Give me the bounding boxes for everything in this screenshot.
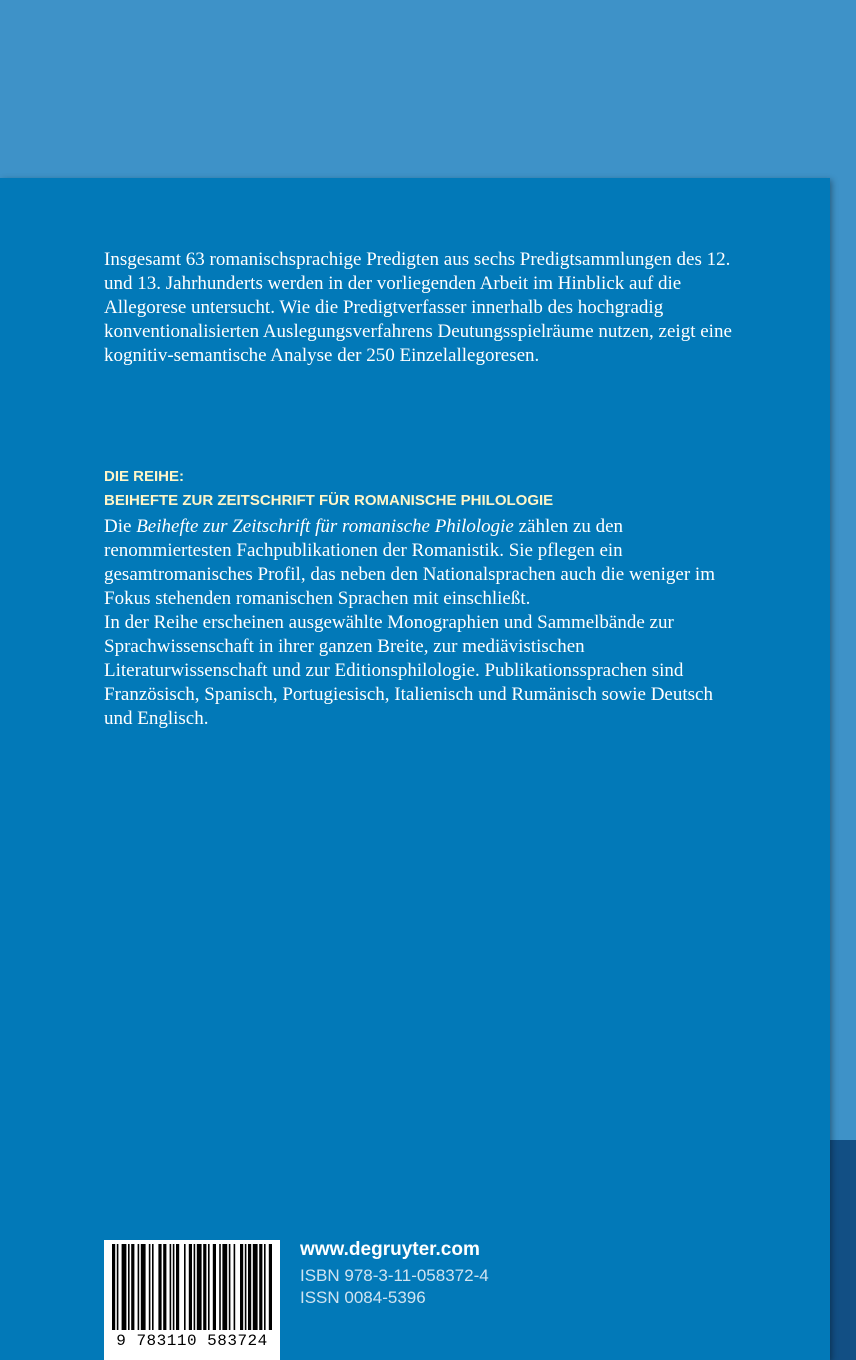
- barcode-bar: [163, 1244, 166, 1330]
- barcode-bar: [138, 1244, 140, 1330]
- barcode-bar: [269, 1244, 272, 1330]
- barcode-bar: [253, 1244, 258, 1330]
- barcode-bar: [184, 1244, 186, 1330]
- barcode-bar: [259, 1244, 262, 1330]
- book-blurb: Insgesamt 63 romanischsprachige Predigten aus sechs Predigtsammlungen des 12. und 13. Jahrhunderts werden in der vorliegenden Arbeit im Hinblick auf die Allegorese untersucht. Wie die Predigtverfasser innerhalb des hochgradig konventionalisierten Auslegungsverfahrens Deutungsspielräume nutzen, zeigt eine kognitiv-semantische Analyse der 250 Einzelallegoresen.: [104, 249, 732, 366]
- barcode-bar: [131, 1244, 134, 1330]
- barcode-bar: [264, 1244, 266, 1330]
- barcode-bar: [173, 1244, 175, 1330]
- barcode-bar: [234, 1244, 236, 1330]
- barcode-bar: [213, 1244, 216, 1330]
- barcode-bar: [149, 1244, 151, 1330]
- barcode-bar: [197, 1244, 202, 1330]
- barcode-bar: [245, 1244, 247, 1330]
- series-title-italic: Beihefte zur Zeitschrift für romanische Philologie: [136, 516, 514, 537]
- barcode-bar: [240, 1244, 243, 1330]
- publisher-url-link[interactable]: www.degruyter.com: [300, 1239, 480, 1260]
- barcode-bar: [117, 1244, 119, 1330]
- series-description: [104, 515, 744, 731]
- barcode: [104, 1240, 280, 1360]
- background-strip-dark: [830, 1140, 856, 1360]
- barcode-bar: [203, 1244, 206, 1330]
- series-intro-prefix: Die: [104, 516, 137, 537]
- barcode-bar: [208, 1244, 210, 1330]
- barcode-bar: [141, 1244, 146, 1330]
- barcode-bar: [112, 1244, 115, 1330]
- barcode-bar: [194, 1244, 196, 1330]
- barcode-bar: [122, 1244, 127, 1330]
- barcode-digits: 9 783110 583724: [116, 1332, 268, 1350]
- series-paragraph-2: In der Reihe erscheinen ausgewählte Monographien und Sammelbände zur Sprachwissenschaft in ihrer ganzen Breite, zur mediävistischen Literaturwissenschaft und zur Editionsphilologie. Publikationssprachen sind Französisch, Spanisch, Portugiesisch, Italienisch und Rumänisch sowie Deutsch und Englisch.: [104, 612, 713, 729]
- barcode-bar: [176, 1244, 179, 1330]
- barcode-bar: [152, 1244, 154, 1330]
- barcode-bar: [219, 1244, 221, 1330]
- barcode-bar: [170, 1244, 172, 1330]
- isbn-number: ISBN 978-3-11-058372-4: [300, 1266, 489, 1285]
- barcode-bar: [158, 1244, 161, 1330]
- issn-number: ISSN 0084-5396: [300, 1288, 426, 1307]
- barcode-bar: [248, 1244, 251, 1330]
- barcode-bar: [189, 1244, 192, 1330]
- barcode-bar: [229, 1244, 231, 1330]
- series-intro-rest: zählen zu den renommiertesten Fachpublikationen der Romanistik. Sie pflegen ein gesamtromanisches Profil, das neben den Nationalsprachen auch die weniger im Fokus stehenden romanischen Sprachen mit einschließt.: [104, 516, 715, 609]
- barcode-bar: [222, 1244, 227, 1330]
- barcode-bars: [104, 1240, 280, 1335]
- barcode-bar: [128, 1244, 130, 1330]
- series-heading-label: DIE REIHE:: [104, 468, 185, 485]
- series-heading-title: BEIHEFTE ZUR ZEITSCHRIFT FÜR ROMANISCHE PHILOLOGIE: [104, 492, 554, 509]
